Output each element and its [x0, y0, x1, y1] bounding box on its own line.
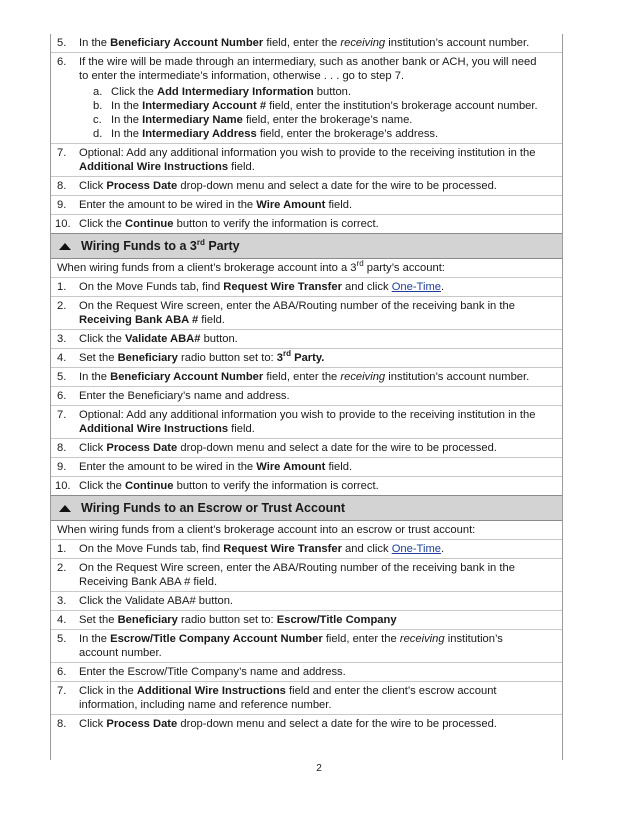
substep-d: d. In the Intermediary Address field, enter the brokerage’s address.: [93, 128, 439, 140]
substep-a: a. Click the Add Intermediary Information button.: [93, 86, 351, 98]
step-5: 5. In the Beneficiary Account Number field, enter the receiving institution’s account number.: [51, 34, 562, 53]
step-9: 9. Enter the amount to be wired in the Wire Amount field.: [51, 458, 562, 477]
substep-c: c. In the Intermediary Name field, enter the brokerage’s name.: [93, 114, 413, 126]
step-6: 6. Enter the Beneficiary’s name and address.: [51, 387, 562, 406]
step-1: 1. On the Move Funds tab, find Request Wire Transfer and click One-Time.: [51, 540, 562, 559]
step-2: 2. On the Request Wire screen, enter the ABA/Routing number of the receiving bank in the Receiving Bank ABA # field.: [51, 559, 562, 592]
step-5: 5. In the Beneficiary Account Number field, enter the receiving institution’s account number.: [51, 368, 562, 387]
section-header-escrow[interactable]: [51, 495, 562, 521]
step-8: 8. Click Process Date drop-down menu and select a date for the wire to be processed.: [57, 718, 497, 730]
step-5: 5. In the Escrow/Title Company Account Number field, enter the receiving institution’s account number.: [51, 630, 562, 663]
step-8: 8. Click Process Date drop-down menu and select a date for the wire to be processed.: [51, 177, 562, 196]
step-10: 10. Click the Continue button to verify the information is correct.: [55, 480, 379, 492]
step-2: 2. On the Request Wire screen, enter the ABA/Routing number of the receiving bank in the Receiving Bank ABA # field.: [51, 297, 562, 330]
section-header-3rd-party[interactable]: [51, 233, 562, 259]
step-3: 3. Click the Validate ABA# button.: [51, 330, 562, 349]
step-1: 1. On the Move Funds tab, find Request Wire Transfer and click One-Time.: [51, 278, 562, 297]
step-4: 4. Set the Beneficiary radio button set to: 3rd Party.: [51, 349, 562, 368]
step-6: 6. If the wire will be made through an intermediary, such as another bank or ACH, you will need to enter the intermediate’s information, otherwise . . . go to step 7.: [57, 56, 537, 82]
one-time-link[interactable]: One-Time: [391, 281, 442, 293]
step-8: 8. Click Process Date drop-down menu and select a date for the wire to be processed.: [51, 439, 562, 458]
substeps-list: [51, 85, 562, 144]
collapse-triangle-icon[interactable]: [59, 243, 71, 250]
section-intro: When wiring funds from a client’s brokerage account into a 3rd party’s account:: [51, 259, 562, 278]
step-4: 4. Set the Beneficiary radio button set to: Escrow/Title Company: [51, 611, 562, 630]
substep-b: b. In the Intermediary Account # field, enter the institution’s brokerage account number.: [93, 100, 538, 112]
one-time-link[interactable]: One-Time: [391, 543, 442, 555]
page-number: 2: [316, 763, 322, 774]
step-7: 7. Optional: Add any additional information you wish to provide to the receiving institution in the Additional Wire Instructions field.: [51, 406, 562, 439]
step-10: 10. Click the Continue button to verify the information is correct.: [55, 218, 379, 230]
section-title: Wiring Funds to a 3rd Party: [81, 238, 240, 253]
section-intro: When wiring funds from a client’s brokerage account into an escrow or trust account:: [51, 521, 562, 540]
section-title: Wiring Funds to an Escrow or Trust Account: [81, 501, 346, 515]
collapse-triangle-icon[interactable]: [59, 505, 71, 512]
step-7: 7. Click in the Additional Wire Instructions field and enter the client’s escrow account information, including name and reference number.: [51, 682, 562, 715]
step-3: 3. Click the Validate ABA# button.: [51, 592, 562, 611]
step-6: 6. Enter the Escrow/Title Company’s name and address.: [51, 663, 562, 682]
step-9: 9. Enter the amount to be wired in the Wire Amount field.: [51, 196, 562, 215]
step-7: 7. Optional: Add any additional information you wish to provide to the receiving institution in the Additional Wire Instructions field.: [51, 144, 562, 177]
document-page: [50, 34, 563, 760]
